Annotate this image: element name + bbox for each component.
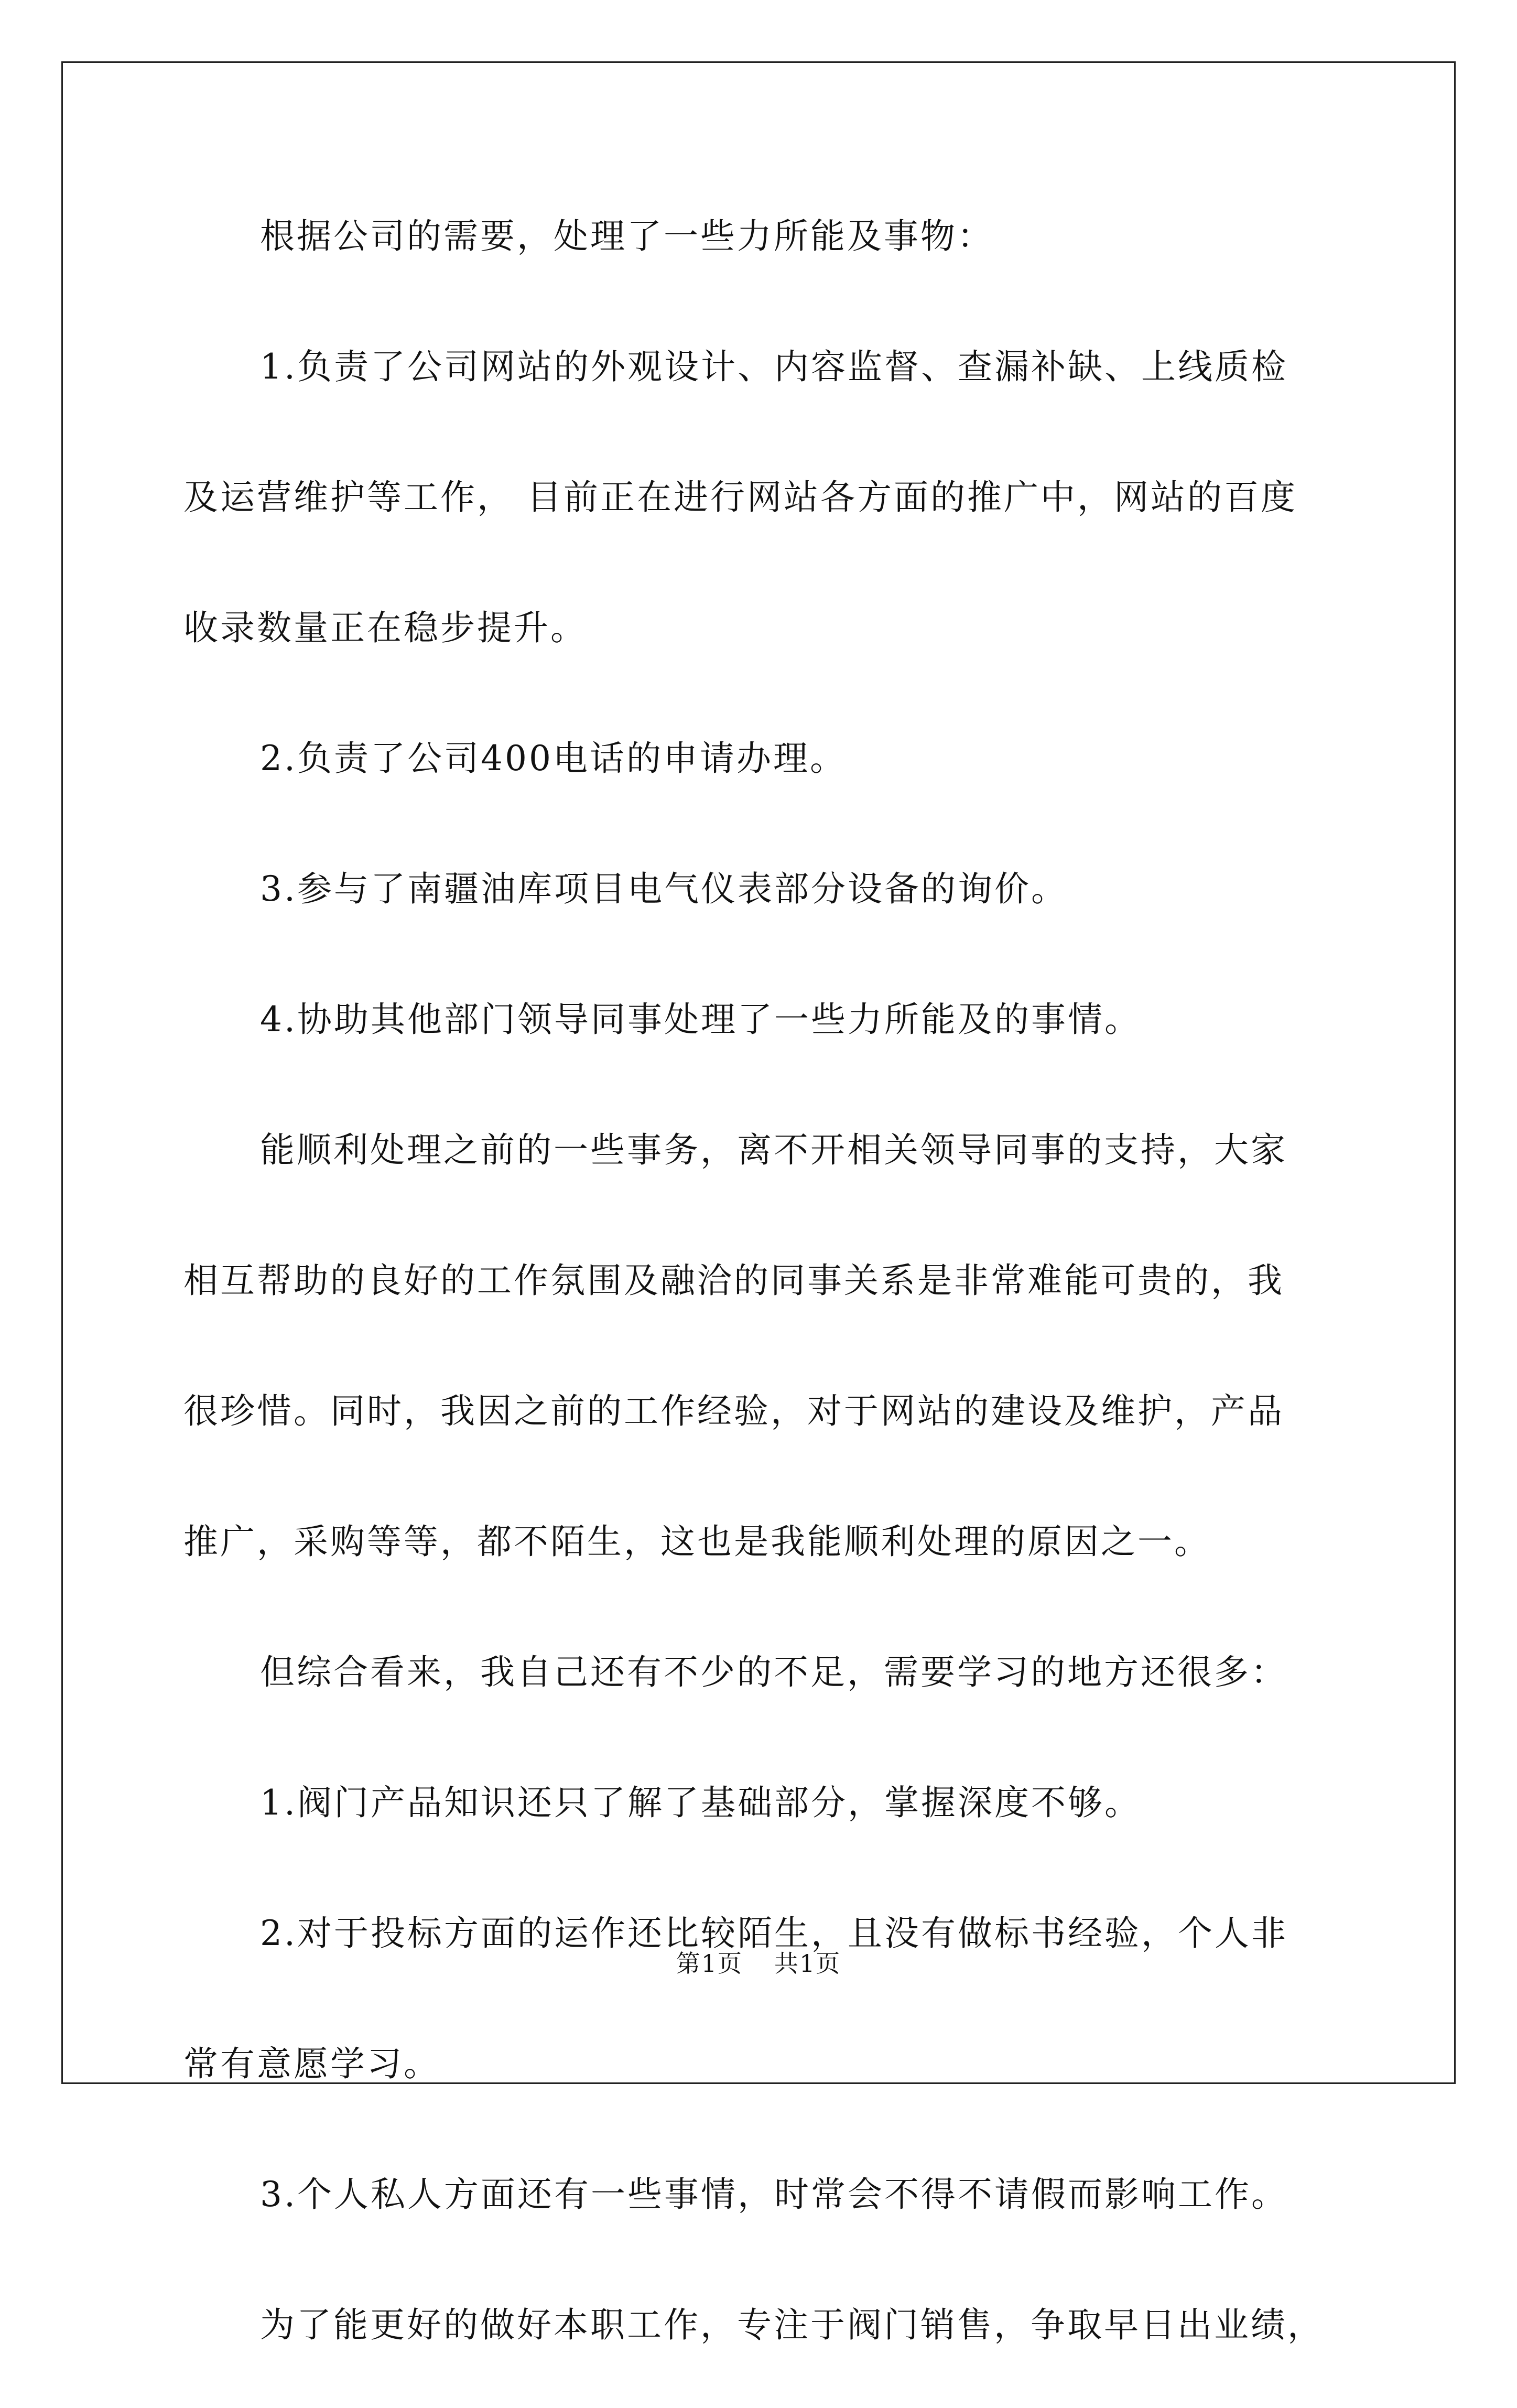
paragraph xyxy=(183,1625,1342,1720)
paragraph-line: 3.个人私人方面还有一些事情，时常会不得不请假而影响工作。 xyxy=(260,2174,1288,2215)
page-footer xyxy=(0,1948,1517,1979)
paragraph-line: 但综合看来，我自己还有不少的不足，需要学习的地方还很多： xyxy=(260,1652,1287,1692)
paragraph-line: 2.负责了公司400电话的申请办理。 xyxy=(260,738,847,779)
paragraph-line: 收录数量正在稳步提升。 xyxy=(183,608,587,648)
document-body xyxy=(183,189,1342,2408)
paragraph-line: 为了能更好的做好本职工作，专注于阀门销售，争取早日出业绩， xyxy=(260,2305,1324,2345)
paragraph-line: 3.参与了南疆油库项目电气仪表部分设备的询价。 xyxy=(260,869,1068,909)
paragraph-line: 相互帮助的良好的工作氛围及融洽的同事关系是非常难能可贵的，我 xyxy=(183,1260,1284,1301)
paragraph-line: 4.协助其他部门领导同事处理了一些力所能及的事情。 xyxy=(260,999,1141,1040)
paragraph xyxy=(183,972,1342,1067)
paragraph-line: 能顺利处理之前的一些事务，离不开相关领导同事的支持，大家 xyxy=(260,1130,1287,1170)
paragraph-line: 推广，采购等等，都不陌生，这也是我能顺利处理的原因之一。 xyxy=(183,1521,1211,1562)
paragraph-line: 2.对于投标方面的运作还比较陌生，且没有做标书经验，个人非 xyxy=(260,1913,1288,1953)
paragraph-line: 常有意愿学习。 xyxy=(183,2044,440,2084)
page-number: 第1页 xyxy=(676,1949,743,1978)
paragraph xyxy=(183,1755,1342,1850)
page-total: 共1页 xyxy=(774,1949,841,1978)
paragraph-line: 及运营维护等工作， 目前正在进行网站各方面的推广中，网站的百度 xyxy=(183,477,1297,517)
paragraph-line: 1.阀门产品知识还只了解了基础部分，掌握深度不够。 xyxy=(260,1783,1141,1823)
paragraph xyxy=(183,711,1342,806)
paragraph-line: 1.负责了公司网站的外观设计、内容监督、查漏补缺、上线质检 xyxy=(260,347,1288,387)
paragraph-line: 根据公司的需要，处理了一些力所能及事物： xyxy=(260,216,994,256)
paragraph-line: 很珍惜。同时，我因之前的工作经验，对于网站的建设及维护，产品 xyxy=(183,1391,1284,1431)
paragraph xyxy=(183,2147,1342,2242)
paragraph xyxy=(183,319,1342,675)
paragraph xyxy=(183,1886,1342,2111)
paragraph xyxy=(183,1103,1342,1589)
paragraph xyxy=(183,2277,1342,2372)
paragraph xyxy=(183,841,1342,936)
paragraph xyxy=(183,189,1342,284)
